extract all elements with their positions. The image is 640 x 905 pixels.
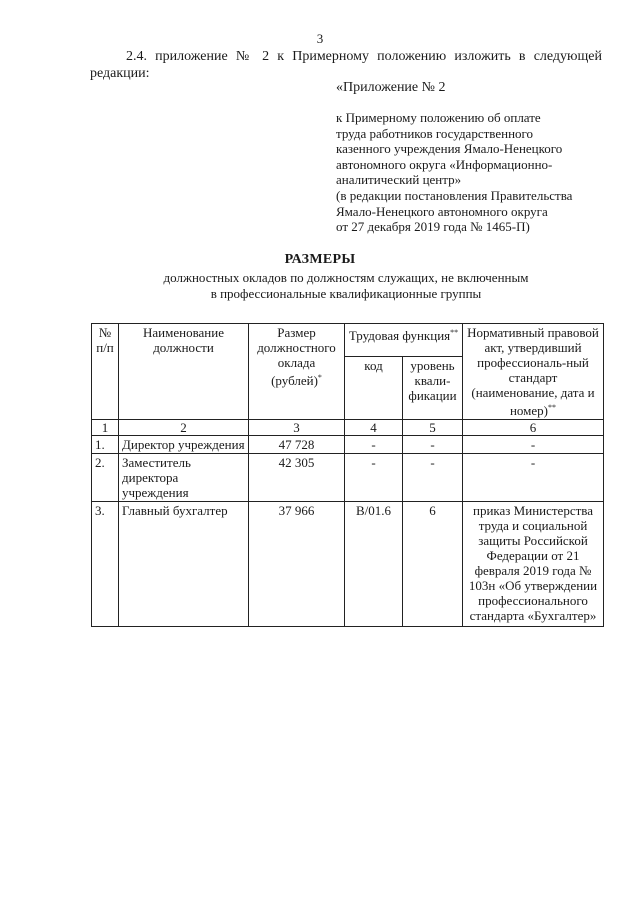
basis-line: к Примерному положению об оплате [336, 110, 541, 125]
column-number: 5 [403, 420, 463, 436]
amendment-line-1: 2.4. приложение № 2 к Примерному положению изложить в следующей [126, 49, 602, 64]
header-salary [249, 324, 345, 420]
row-position-name: Директор учреждения [119, 436, 249, 454]
column-number: 4 [345, 420, 403, 436]
column-number: 3 [249, 420, 345, 436]
header-position-name: Наименование должности [119, 324, 249, 420]
row-level: 6 [403, 502, 463, 627]
row-code: - [345, 454, 403, 502]
basis-line: Ямало-Ненецкого автономного округа [336, 203, 548, 219]
document-title: РАЗМЕРЫ [284, 252, 356, 267]
row-level: - [403, 436, 463, 454]
row-num: 1. [92, 436, 119, 454]
row-legal-act: приказ Министерства труда и социальной защиты Российской Федерации от 21 февраля 2019 года № 103н «Об утверждении профессионального стандарта «Бухгалтер» [463, 502, 604, 627]
row-num: 2. [92, 454, 119, 502]
basis-line: от 27 декабря 2019 года № 1465-П) [336, 219, 530, 235]
header-labor-function [345, 324, 463, 357]
row-code: B/01.6 [345, 502, 403, 627]
header-code: код [345, 357, 403, 420]
row-position-name: Главный бухгалтер [119, 502, 249, 627]
table-row [92, 454, 604, 502]
column-number: 6 [463, 420, 604, 436]
row-num: 3. [92, 502, 119, 627]
column-number: 2 [119, 420, 249, 436]
row-salary: 47 728 [249, 436, 345, 454]
table-row [92, 502, 604, 627]
header-salary-text: Размер должностного оклада (рублей) [257, 325, 336, 388]
column-number: 1 [92, 420, 119, 436]
row-position-name: Заместитель директора учреждения [119, 454, 249, 502]
header-labor-function-text: Трудовая функция [348, 328, 451, 343]
appendix-label: «Приложение № 2 [336, 80, 446, 95]
row-salary: 37 966 [249, 502, 345, 627]
basis-line: казенного учреждения Ямало-Ненецкого [336, 141, 563, 157]
table-header-row [92, 324, 604, 357]
basis-line: автономного округа «Информационно- [336, 156, 553, 172]
row-salary: 42 305 [249, 454, 345, 502]
basis-line: труда работников государственного [336, 125, 534, 141]
subtitle-line: должностных окладов по должностям служащих, не включенным [163, 270, 529, 285]
header-legal-act-text: Нормативный правовой акт, утвердивший профессиональ-ный стандарт (наименование, дата и номер) [467, 325, 599, 418]
salary-table [91, 323, 604, 627]
header-num: № п/п [92, 324, 119, 420]
row-code: - [345, 436, 403, 454]
column-number-row [92, 420, 604, 436]
basis-line: аналитический центр» [336, 172, 462, 188]
amendment-paragraph [90, 48, 602, 82]
row-level: - [403, 454, 463, 502]
document-subtitle [90, 270, 602, 301]
row-legal-act: - [463, 436, 604, 454]
page-number: 3 [316, 31, 324, 46]
appendix-basis [336, 110, 626, 235]
basis-line: (в редакции постановления Правительства [336, 187, 573, 203]
header-legal-act [463, 324, 604, 420]
subtitle-line: в профессиональные квалификационные группы [210, 285, 482, 301]
header-qualification-level: уровень квали-фикации [403, 357, 463, 420]
footnote-mark: * [317, 373, 322, 382]
row-legal-act: - [463, 454, 604, 502]
footnote-mark: ** [450, 328, 459, 337]
amendment-line-2: редакции: [90, 66, 150, 81]
footnote-mark: ** [548, 403, 557, 412]
table-row [92, 436, 604, 454]
